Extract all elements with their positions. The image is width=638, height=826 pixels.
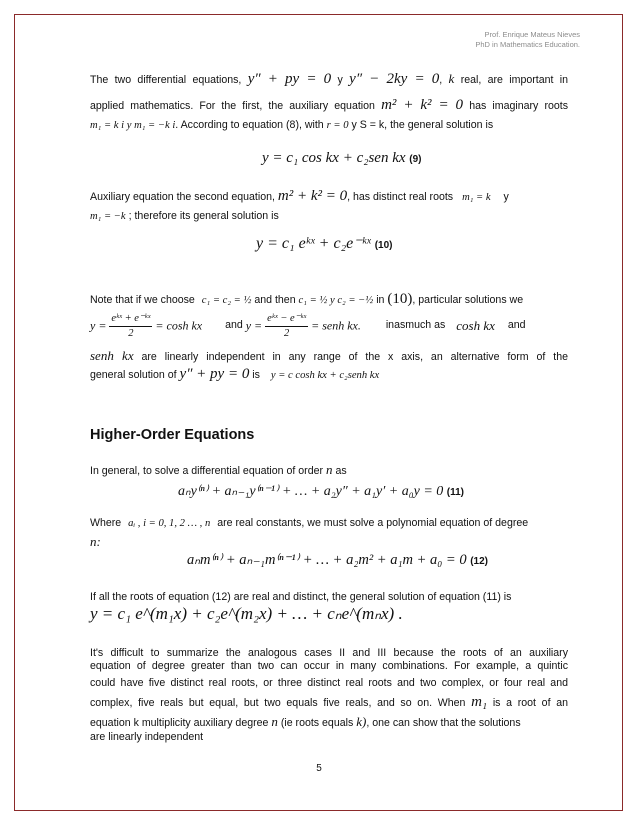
equation-11: aₙy⁽ⁿ⁾ + aₙ₋₁y⁽ⁿ⁻¹⁾ + … + a₂y″ + a₁y′ + a₀y = 0 (11)	[178, 484, 465, 499]
para7-line3: could have five distinct real roots, or three distinct real roots and two complex, or four real and	[90, 677, 568, 689]
equation-9: y = c₁ cos kx + c₂sen kx (9)	[262, 150, 422, 166]
para7-line4: complex, five reals but equal, but two equals five reals, and so on. When m₁ is a root of an	[90, 694, 568, 710]
para1-line1: The two differential equations, y″ + py = 0 y y″ − 2ky = 0, k real, are important in	[90, 71, 569, 87]
equation-10: y = c₁ eᵏˣ + c₂e⁻ᵏˣ (10)	[256, 235, 393, 252]
para5-line2: n:	[90, 534, 101, 549]
para3-line1: Note that if we choose c₁ = c₂ = ½ and then c₁ = ½ y c₂ = −½ in (10), particular solutions we	[90, 291, 524, 307]
page-header	[475, 30, 580, 50]
header-credential: PhD in Mathematics Education.	[475, 40, 580, 49]
equation-12: aₙm⁽ⁿ⁾ + aₙ₋₁m⁽ⁿ⁻¹⁾ + … + a₂m² + a₁m + a₀ = 0 (12)	[187, 552, 489, 568]
para2-line2: m₁ = −k ; therefore its general solution is	[90, 210, 279, 222]
eq-second: y″ − 2ky = 0	[349, 71, 440, 87]
para1-line3: m₁ = k i y m₁ = −k i. According to equation (8), with r = 0 y S = k, the general solution is	[90, 119, 494, 131]
page-number: 5	[316, 763, 322, 774]
equation-10-tag: (10)	[374, 240, 393, 251]
page-border	[14, 14, 623, 811]
para7-line5: equation k multiplicity auxiliary degree n (ie roots equals k), one can show that the solutions	[90, 714, 521, 729]
para5-line1: Where aᵢ , i = 0, 1, 2 … , n are real constants, we must solve a polynomial equation of degree	[90, 517, 529, 529]
eq-auxiliary: m² + k² = 0	[381, 97, 464, 113]
para6: If all the roots of equation (12) are real and distinct, the general solution of equation (11) is	[90, 591, 512, 603]
para3-line3: senh kx are linearly independent in any range of the x axis, an alternative form of the	[90, 348, 568, 363]
eq-first: y″ + py = 0	[247, 71, 332, 87]
para7-line2: equation of degree greater than two can occur in many combinations. For example, a quintic	[90, 660, 568, 672]
para3-solutions: y = $\frac{\text{eᵏˣ + e⁻ᵏˣ}}{2}$ = cosh kx and y = $\frac{\text{eᵏˣ − e⁻ᵏˣ}}{2}$ = senh kx. inasmuch as cosh kx and	[90, 313, 526, 339]
para2-line1: Auxiliary equation the second equation, m² + k² = 0, has distinct real roots m₁ = k y	[90, 188, 509, 204]
equation-12-tag: (12)	[470, 556, 489, 567]
header-author: Prof. Enrique Mateus Nieves	[484, 30, 580, 39]
section-heading: Higher-Order Equations	[90, 427, 255, 443]
para7-line1: It's difficult to summarize the analogous cases II and III because the roots of an auxiliary	[90, 647, 568, 659]
equation-general-solution: y = c₁ e^(m₁x) + c₂e^(m₂x) + … + cₙe^(mₙx) .	[90, 604, 403, 623]
para4: In general, to solve a differential equation of order n as	[90, 462, 347, 477]
fraction-senh: $\frac{\text{eᵏˣ − e⁻ᵏˣ}}{2}$	[267, 313, 307, 339]
para3-line4: general solution of y″ + py = 0 is y = c cosh kx + c₂senh kx	[90, 366, 380, 382]
equation-9-tag: (9)	[409, 154, 422, 165]
para1-line2: applied mathematics. For the first, the auxiliary equation m² + k² = 0 has imaginary roots	[90, 97, 569, 113]
equation-11-tag: (11)	[446, 487, 465, 498]
para7-line6: are linearly independent	[90, 731, 204, 743]
fraction-cosh: $\frac{\text{eᵏˣ + e⁻ᵏˣ}}{2}$	[111, 313, 151, 339]
